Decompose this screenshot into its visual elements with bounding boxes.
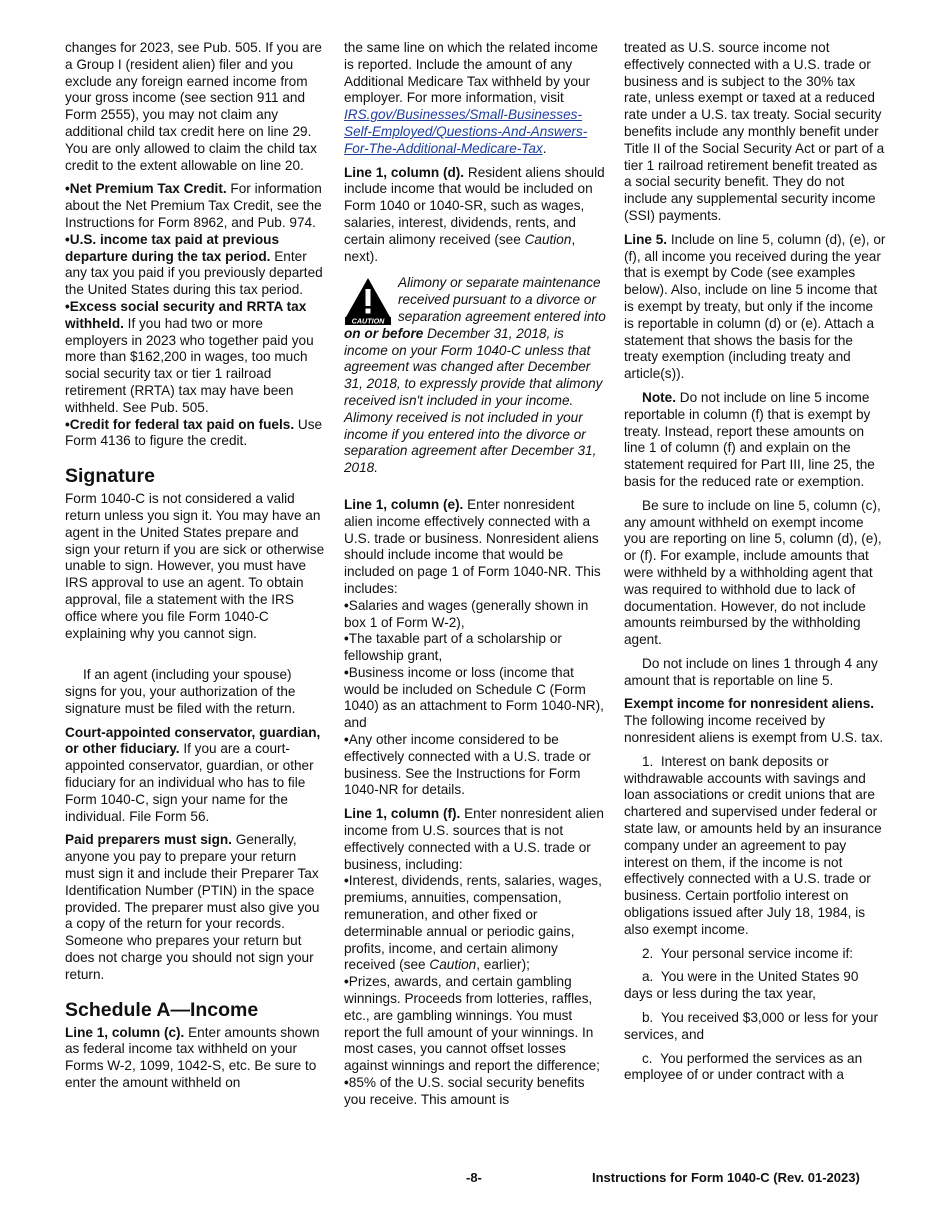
schedule-a-heading: Schedule A—Income: [65, 998, 259, 1021]
exempt-item-2a: a. You were in the United States 90 days or less during the tax year,: [624, 969, 859, 1002]
page-number: -8-: [466, 1170, 482, 1185]
withheld-continuation-paragraph: the same line on which the related income is reported. Include the amount of any Additional Medicare Tax withheld by your employer. For more information, visit IRS.gov/Businesses/Small-Businesses-Self-Employed/Questions-And-Answers-For-The-Additional-Medicare-Tax.: [344, 40, 598, 156]
bullet-other-income: • Any other income considered to be effectively connected with a U.S. trade or business. See the Instructions for Form 1040-NR for details.: [344, 732, 606, 799]
exempt-item-2c: c. You performed the services as an employee of or under contract with a: [624, 1050, 863, 1083]
court-appointed-paragraph: Court-appointed conservator, guardian, or other fiduciary. If you are a court-appointed conservator, guardian, or other fiduciary for an individual who has to file Form 1040-C, sign your name for the individual. File Form 56.: [65, 724, 321, 824]
bullet-salaries: • Salaries and wages (generally shown in box 1 of Form W-2),: [344, 598, 606, 632]
signature-paragraph: Form 1040-C is not considered a valid return unless you sign it. You may have an agent in the United States prepare and sign your return if you are sick or otherwise unable to sign. However, you must have IRS approval to use an agent. To obtain approval, file a statement with the IRS office where you file Form 1040-C explaining why you cannot sign.: [65, 491, 325, 641]
line5-paragraph: Line 5. Include on line 5, column (d), (e), or (f), all income you received during the year that is exempt by Code (see examples below). Also, include on line 5 income that is exempt by treaty, but only if the income is reportable in column (d) or (e). Attach a statement that shows the basis for the treaty exemption (including treaty and article(s)).: [624, 231, 886, 382]
caution-icon: [344, 277, 392, 325]
line1-column-e-paragraph: Line 1, column (e). Enter nonresident alien income effectively connected with a U.S. trade or business. Nonresident aliens should include income that would be included on page 1 of Form 1040-NR. This includes:: [344, 496, 601, 596]
do-not-include-paragraph: Do not include on lines 1 through 4 any amount that is reportable on line 5.: [624, 655, 878, 688]
irs-medicare-tax-link[interactable]: IRS.gov/Businesses/Small-Businesses-Self-Employed/Questions-And-Answers-For-The-Additional-Medicare-Tax: [344, 107, 588, 156]
line1-column-c-paragraph: Line 1, column (c). Enter amounts shown as federal income tax withheld on your Forms W-2, 1099, 1042-S, etc. Be sure to enter the amount withheld on: [65, 1024, 320, 1091]
form-title-footer: Instructions for Form 1040-C (Rev. 01-2023): [592, 1170, 860, 1185]
exempt-income-paragraph: Exempt income for nonresident aliens. The following income received by nonresident aliens is exempt from U.S. tax.: [624, 696, 884, 746]
exempt-item-2b: b. You received $3,000 or less for your services, and: [624, 1010, 879, 1042]
social-security-continuation-paragraph: treated as U.S. source income not effectively connected with a U.S. trade or business and is subject to the 30% tax rate, unless exempt or taxed at a reduced rate under a U.S. tax treaty. Social security benefits include any monthly benefit under Title II of the Social Security Act or part of a tier 1 railroad retirement benefit treated as a social security benefit. They do not include any supplemental security income (SSI) payments.: [624, 40, 885, 223]
bullet-excess-social-security: • Excess social security and RRTA tax withheld. If you had two or more employers in 2023 who together paid you more than $162,200 in wages, too much social security tax or tier 1 railroad retirement (RRTA) tax may have been withheld. See Pub. 505.: [65, 299, 327, 417]
column-middle: [344, 40, 606, 1109]
agent-paragraph: If an agent (including your spouse) signs for you, your authorization of the signature must be filed with the return.: [65, 667, 296, 716]
bullet-scholarship: • The taxable part of a scholarship or fellowship grant,: [344, 631, 606, 665]
paid-preparers-paragraph: Paid preparers must sign. Generally, anyone you pay to prepare your return must sign it and include their Preparer Tax Identification Number (PTIN) in the space provided. The preparer must also give you a copy of the return for your records. Someone who prepares your return but does not charge you should not sign your return.: [65, 832, 320, 982]
bullet-social-security: • 85% of the U.S. social security benefits you receive. This amount is: [344, 1075, 606, 1109]
line1-column-d-paragraph: Line 1, column (d). Resident aliens should include income that would be included on Form 1040 or 1040-SR, such as wages, salaries, interest, dividends, rents, and certain alimony received (see Caution, next).: [344, 164, 605, 264]
note-paragraph: Note. Do not include on line 5 income reportable in column (f) that is exempt by treaty. Instead, report these amounts on line 1 of column (f) and explain on the statement required for Part III, line 25, the basis for the reduced rate or exemption.: [624, 389, 875, 489]
caution-text: Alimony or separate maintenance received pursuant to a divorce or separation agreement entered into on or before December 31, 2018, is income on your Form 1040-C unless that agreement was changed after December 31, 2018, to expressly provide that alimony received isn't included in your income. Alimony received is not included in your income if you entered into the divorce or separation agreement after December 31, 2018.: [344, 275, 606, 476]
bullet-prior-departure-tax: • U.S. income tax paid at previous departure during the tax period. Enter any tax you paid if you previously departed the United States during this tax period.: [65, 232, 327, 299]
be-sure-paragraph: Be sure to include on line 5, column (c), any amount withheld on exempt income you are reporting on line 5, column (d), (e), or (f). For example, include amounts that were withheld by a withholding agent that was required to withhold due to lack of documentation. However, do not include amounts reimbursed by the withholding agent.: [624, 497, 882, 648]
exempt-item-1: 1. Interest on bank deposits or withdrawable accounts with savings and loan associations or credit unions that are chartered and supervised under federal or state law, or amounts held by an insurance company under an agreement to pay interest on them, if the income is not effectively connected with a U.S. trade or business. Certain portfolio interest on obligations issued after July 18, 1984, is also exempt income.: [624, 753, 882, 937]
spacer: [65, 649, 327, 667]
bullet-prizes-gambling: • Prizes, awards, and certain gambling winnings. Proceeds from lotteries, raffles, etc., are gambling winnings. You must report the full amount of your winnings. In most cases, you cannot offset losses against winnings and report the difference;: [344, 974, 606, 1075]
child-tax-credit-paragraph: changes for 2023, see Pub. 505. If you are a Group I (resident alien) filer and you exclude any foreign earned income from your gross income (see section 911 and Form 2555), you may not claim any additional child tax credit here on line 29. You are only allowed to claim the child tax credit to the extent allowable on line 20.: [65, 40, 322, 173]
bullet-fuel-credit: • Credit for federal tax paid on fuels. Use Form 4136 to figure the credit.: [65, 417, 327, 451]
signature-heading: Signature: [65, 465, 155, 488]
column-right: [624, 40, 886, 1091]
bullet-interest-dividends: • Interest, dividends, rents, salaries, wages, premiums, annuities, compensation, remuneration, and other fixed or determinable annual or periodic gains, profits, income, and certain alimony received (see Caution, earlier);: [344, 873, 606, 974]
bullet-business-income: • Business income or loss (income that would be included on Schedule C (Form 1040) as an attachment to Form 1040-NR), and: [344, 665, 606, 732]
caution-box: [344, 275, 606, 477]
caution-label: CAUTION: [351, 316, 385, 326]
exempt-item-2: 2. Your personal service income if:: [642, 945, 854, 961]
line1-column-f-paragraph: Line 1, column (f). Enter nonresident alien income from U.S. sources that is not effectively connected with a U.S. trade or business, including:: [344, 806, 604, 872]
bullet-net-premium-tax-credit: • Net Premium Tax Credit. For information about the Net Premium Tax Credit, see the Instructions for Form 8962, and Pub. 974.: [65, 181, 327, 231]
column-left: [65, 40, 327, 1099]
